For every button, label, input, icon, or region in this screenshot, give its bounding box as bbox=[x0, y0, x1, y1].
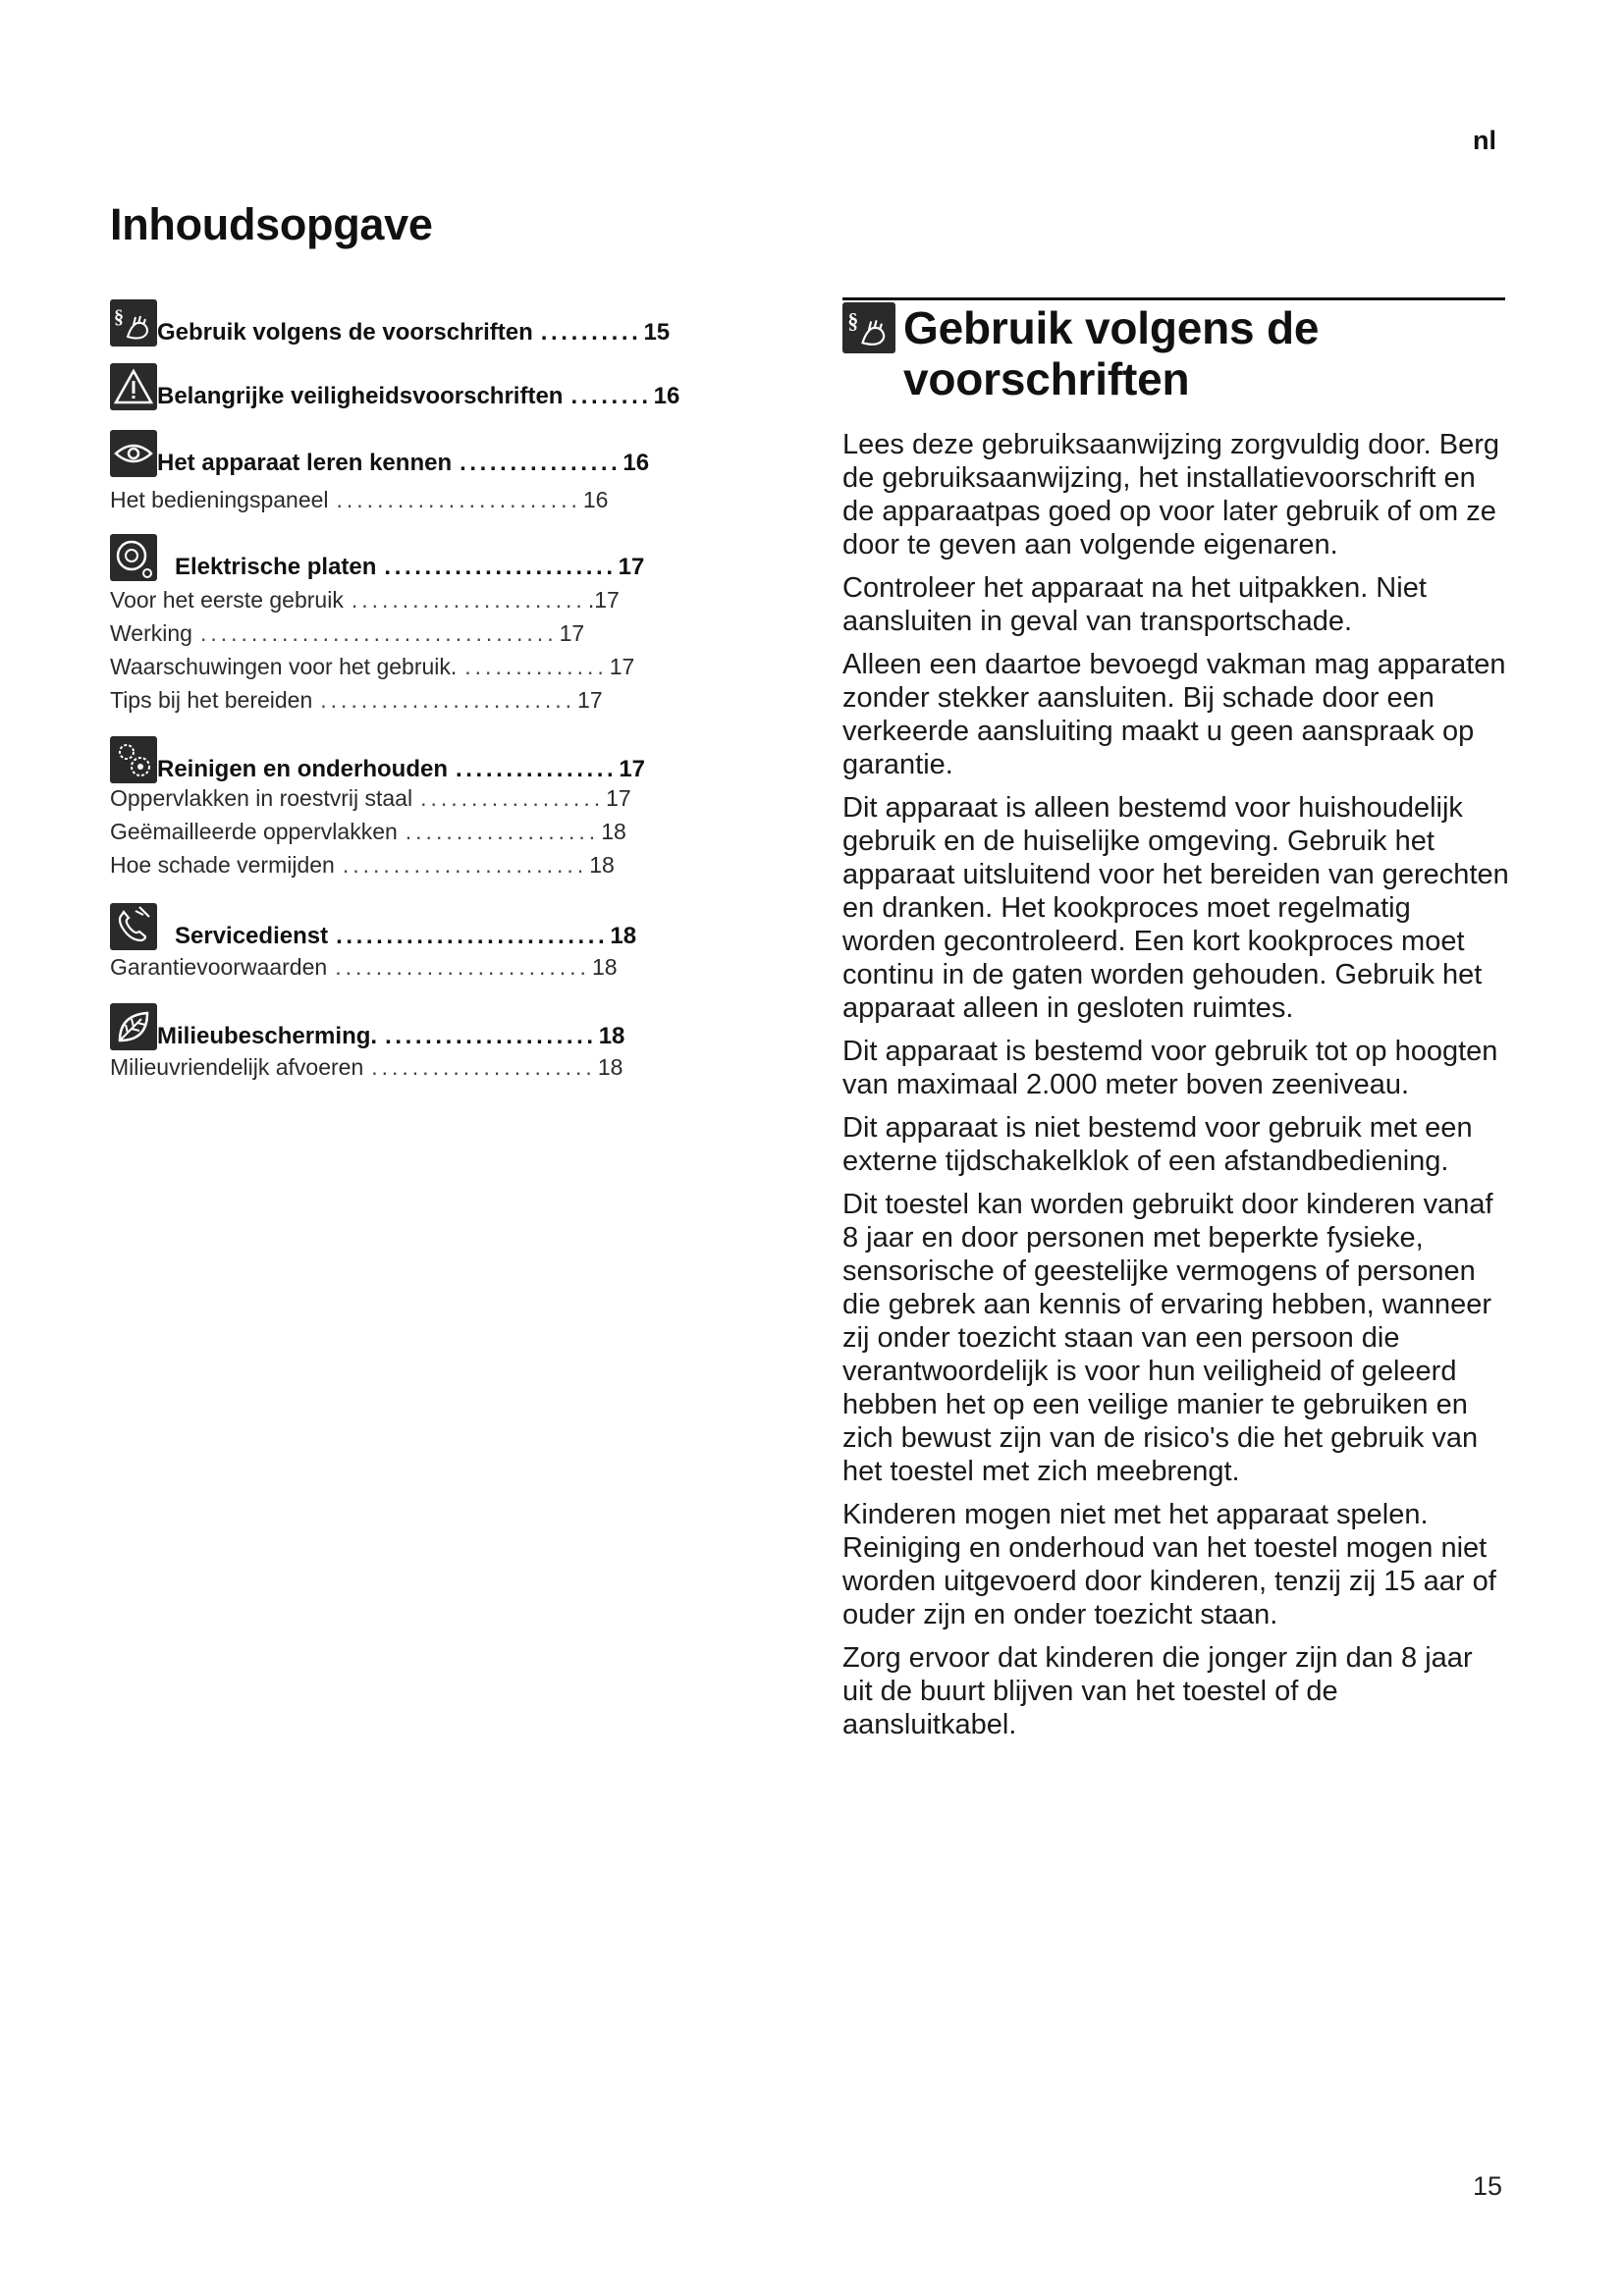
paragraph-hand-icon bbox=[842, 302, 895, 353]
toc-entry-milieu[interactable] bbox=[110, 1003, 624, 1050]
toc-entry-platen[interactable] bbox=[110, 534, 644, 581]
paragraph: Controleer het apparaat na het uitpakken. Niet aansluiten in geval van transportschade. bbox=[842, 572, 1427, 637]
toc-entry-title: Milieubescherming. bbox=[157, 1023, 378, 1049]
eye-icon bbox=[110, 430, 157, 477]
toc-page: 17 bbox=[619, 756, 646, 782]
toc-entry-title: Reinigen en onderhouden bbox=[157, 756, 449, 782]
paragraph: Alleen een daartoe bevoegd vakman mag apparaten zonder stekker aansluiten. Bij schade door een verkeerde aansluiting maakt u geen aanspraak op garantie. bbox=[842, 649, 1506, 780]
section-divider bbox=[842, 297, 1505, 300]
toc-page: 18 bbox=[591, 954, 618, 980]
toc-leader: ...................... bbox=[371, 1054, 596, 1080]
toc-leader: .............. bbox=[464, 654, 608, 679]
toc-subentry-title: Voor het eerste gebruik bbox=[110, 587, 344, 613]
toc-page: 18 bbox=[598, 1023, 625, 1049]
paragraph: Zorg ervoor dat kinderen die jonger zijn dan 8 jaar uit de buurt blijven van het toestel of de aansluitkabel. bbox=[842, 1642, 1473, 1740]
paragraph: Dit toestel kan worden gebruikt door kinderen vanaf 8 jaar en door personen met beperkte fysieke, sensorische of geestelijke vermogens of personen die gebrek aan kennis of ervaring hebben, wanneer zij onder toezicht staan van een persoon die verantwoordelijk is voor hun veiligheid of geleerd hebben het op een veilige manier te gebruiken en zich bewust zijn van de risico's die het gebruik van het toestel met zich meebrengt. bbox=[842, 1189, 1493, 1487]
toc-subentry[interactable] bbox=[110, 618, 584, 648]
toc-leader: ................................... bbox=[199, 620, 558, 646]
toc-page: 18 bbox=[610, 923, 637, 949]
toc-page: 17 bbox=[559, 620, 585, 646]
toc-subentry[interactable] bbox=[110, 952, 618, 982]
toc-entry-gebruik[interactable] bbox=[110, 299, 670, 347]
hotplate-icon bbox=[110, 534, 157, 581]
toc-entry-apparaat[interactable] bbox=[110, 430, 649, 477]
toc-subentry-title: Milieuvriendelijk afvoeren bbox=[110, 1054, 364, 1080]
svg-text:§: § bbox=[847, 309, 859, 333]
toc-subentry[interactable] bbox=[110, 585, 620, 614]
toc-subentry[interactable] bbox=[110, 1052, 623, 1082]
toc-page: 17 bbox=[606, 785, 631, 811]
section-title bbox=[842, 302, 1510, 404]
toc-page: 18 bbox=[601, 819, 626, 844]
toc-subentry-title: Geëmailleerde oppervlakken bbox=[110, 819, 398, 844]
paragraph: Dit apparaat is alleen bestemd voor huishoudelijk gebruik en de huiselijke omgeving. Gebruik het apparaat uitsluitend voor het bereiden van gerechten en dranken. Het kookproces moet regelmatig worden gecontroleerd. Een kort kookproces moet continu in de gaten worden gehouden. Gebruik het apparaat alleen in gesloten ruimtes. bbox=[842, 792, 1509, 1024]
toc-subentry-title: Het bedieningspaneel bbox=[110, 487, 329, 512]
paragraph-hand-icon bbox=[110, 299, 157, 347]
page-number: 15 bbox=[1473, 2171, 1503, 2201]
toc-page: .17 bbox=[587, 587, 620, 613]
toc-subentry[interactable] bbox=[110, 850, 615, 880]
toc-leader: ................... bbox=[405, 819, 600, 844]
toc-subentry[interactable] bbox=[110, 817, 626, 846]
toc-subentry-title: Garantievoorwaarden bbox=[110, 954, 328, 980]
toc-page: 17 bbox=[609, 654, 635, 679]
toc-page: 16 bbox=[582, 487, 609, 512]
svg-text:§: § bbox=[114, 306, 124, 328]
toc-entry-title: Servicedienst bbox=[175, 923, 329, 949]
toc-leader: ........ bbox=[570, 383, 652, 409]
toc-entry-veiligheid[interactable] bbox=[110, 363, 679, 410]
toc-page: 17 bbox=[618, 554, 645, 580]
warning-triangle-icon bbox=[110, 363, 157, 410]
toc-leader: ......................... bbox=[320, 687, 576, 713]
toc-page: 18 bbox=[589, 852, 615, 878]
section-title-line1: Gebruik volgens de bbox=[903, 302, 1320, 353]
toc-page: 16 bbox=[623, 450, 650, 476]
toc-entry-title: Gebruik volgens de voorschriften bbox=[157, 319, 533, 346]
toc-subentry[interactable] bbox=[110, 685, 603, 715]
toc-entry-service[interactable] bbox=[110, 903, 636, 950]
language-tag: nl bbox=[1473, 126, 1496, 155]
toc-leader: ........................... bbox=[336, 923, 609, 949]
toc-subentry-title: Werking bbox=[110, 620, 192, 646]
paragraph: Dit apparaat is bestemd voor gebruik tot op hoogten van maximaal 2.000 meter boven zeeniveau. bbox=[842, 1036, 1498, 1100]
toc-leader: ................ bbox=[456, 756, 618, 782]
toc-title: Inhoudsopgave bbox=[110, 199, 433, 249]
toc-subentry-title: Waarschuwingen voor het gebruik. bbox=[110, 654, 458, 679]
leaf-icon bbox=[110, 1003, 157, 1050]
toc-entry-title: Belangrijke veiligheidsvoorschriften bbox=[157, 383, 564, 409]
section-body bbox=[842, 428, 1510, 1751]
phone-service-icon bbox=[110, 903, 157, 950]
toc-subentry-title: Hoe schade vermijden bbox=[110, 852, 335, 878]
toc-entry-title: Het apparaat leren kennen bbox=[157, 450, 453, 476]
toc-subentry[interactable] bbox=[110, 485, 608, 514]
toc-subentry[interactable] bbox=[110, 652, 634, 681]
toc-leader: ....................... bbox=[384, 554, 617, 580]
section-title-line2: voorschriften bbox=[903, 353, 1190, 404]
section-heading bbox=[842, 302, 1510, 404]
toc-page: 15 bbox=[643, 319, 671, 346]
toc-subentry[interactable] bbox=[110, 783, 631, 813]
toc-entry-title: Elektrische platen bbox=[175, 554, 377, 580]
paragraph: Lees deze gebruiksaanwijzing zorgvuldig door. Berg de gebruiksaanwijzing, het installatievoorschrift en de apparaatpas goed op voor later gebruik of om ze door te geven aan volgende eigenaren. bbox=[842, 429, 1500, 561]
toc-page: 18 bbox=[597, 1054, 623, 1080]
toc-page: 17 bbox=[577, 687, 603, 713]
toc-subentry-title: Tips bij het bereiden bbox=[110, 687, 313, 713]
toc-leader: ........................ bbox=[336, 487, 581, 512]
toc-leader: ........................ bbox=[342, 852, 588, 878]
toc-page: 16 bbox=[653, 383, 680, 409]
cleaning-icon bbox=[110, 736, 157, 783]
toc-subentry-title: Oppervlakken in roestvrij staal bbox=[110, 785, 413, 811]
toc-leader: ......................... bbox=[335, 954, 590, 980]
paragraph: Dit apparaat is niet bestemd voor gebruik met een externe tijdschakelklok of een afstandbediening. bbox=[842, 1112, 1473, 1177]
toc-leader: .................. bbox=[420, 785, 605, 811]
toc-leader: .......... bbox=[540, 319, 642, 346]
toc-leader: ..................... bbox=[385, 1023, 597, 1049]
toc-leader: ....................... bbox=[351, 587, 586, 613]
toc-entry-reinigen[interactable] bbox=[110, 736, 645, 783]
toc-leader: ................ bbox=[460, 450, 622, 476]
paragraph: Kinderen mogen niet met het apparaat spelen. Reiniging en onderhoud van het toestel mogen niet worden uitgevoerd door kinderen, tenzij zij 15 aar of ouder zijn en onder toezicht staan. bbox=[842, 1499, 1496, 1630]
